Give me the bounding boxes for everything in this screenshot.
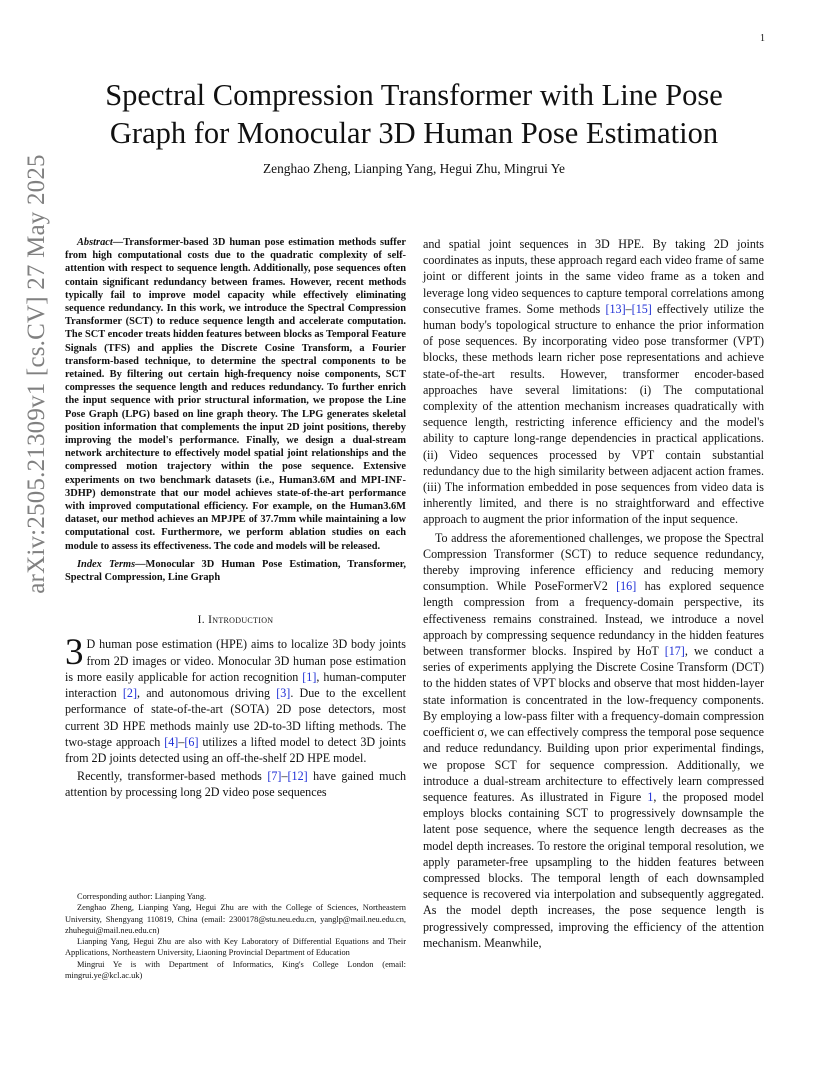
text-run: Recently, transformer-based methods (77, 769, 268, 784)
body-paragraph-1 (423, 236, 764, 528)
index-terms (65, 558, 406, 584)
text-run: . Due to the excellent performance of state-of-the-art (SOTA) 2D pose detectors, most current 3D HPE methods mainly use 2D-to-3D lifting methods. The two-stage approach (65, 686, 406, 749)
text-run: D human pose estimation (HPE) aims to localize 3D body joints from 2D images or video. Monocular 3D human pose estimation is more easily applicable for action recognition (65, 637, 406, 684)
footnote: Mingrui Ye is with Department of Informatics, King's College London (email: mingrui.ye@kcl.ac.uk) (65, 959, 406, 981)
footnote: Lianping Yang, Hegui Zhu are also with Key Laboratory of Differential Equations and Their Applications, Northeastern University, Liaoning Provincial Department of Education (65, 937, 406, 958)
paper-title (60, 76, 768, 152)
page-number: 1 (760, 33, 765, 44)
citation-link[interactable]: [17] (664, 644, 685, 659)
title-line-2: Graph for Monocular 3D Human Pose Estimation (109, 116, 719, 150)
citation-link[interactable]: [6] (184, 734, 199, 749)
index-terms-label: Index Terms (77, 558, 136, 570)
figure-reference-link[interactable]: 1 (647, 789, 654, 804)
text-run: have gained much attention by processing long 2D video pose sequences (65, 769, 406, 800)
index-terms-text: —Monocular 3D Human Pose Estimation, Transformer, Spectral Compression, Line Graph (65, 558, 406, 584)
citation-link[interactable]: [3] (276, 686, 291, 701)
left-column (65, 236, 406, 801)
footnotes (65, 891, 406, 981)
text-run: effectively utilize the human body's topological structure to enhance the prior information of pose sequences. By incorporating video pose transformer (VPT) blocks, these methods learn richer pose representations and achieve state-of-the-art results. However, transformer encoder-based approaches have several limitations: (i) The computational complexity of the attention mechanism increases quadratically with sequence length, restricting inference efficiency and the model's ability to capture long-range dependencies in practical applications. (ii) Video sequences processed by VPT contain substantial redundancy due to the high similarity between adjacent action frames. (iii) The information embedded in pose sequences from video data is inherently limited, and there is no straightforward and effective approach to augment the prior information of the input sequence. (423, 301, 764, 527)
text-run: – (625, 301, 632, 316)
arxiv-identifier-text: arXiv:2505.21309v1 [cs.CV] 27 May 2025 (23, 154, 50, 594)
text-run: , we conduct a series of experiments applying the Discrete Cosine Transform (DCT) to the hidden states of VPT blocks and observe that most hidden-layer state information is concentrated in the low-frequency components. By employing a low-pass filter with a frequency-domain compression coefficient σ, we can effectively compress the temporal pose sequence and reduce redundancy. Building upon prior experimental findings, we propose SCT for sequence compression. Additionally, we introduce a dual-stream architecture to effectively learn compressed sequence features. As illustrated in Figure (423, 644, 764, 804)
abstract-text: —Transformer-based 3D human pose estimation methods suffer from high computational costs due to the quadratic complexity of self-attention with respect to sequence length. Additionally, pose sequences often contain significant redundancy between frames. However, recent methods typically fail to improve model capacity while effectively eliminating sequence redundancy. In this work, we introduce the Spectral Compression Transformer (SCT) to reduce sequence length and accelerate computation. The SCT encoder treats hidden features between blocks as Temporal Feature Signals (TFS) and applies the Discrete Cosine Transform, a Fourier transform-based technique, to determine the spectral components to be retained. By filtering out certain high-frequency noise components, SCT compresses the sequence length and reduces redundancy. To further enrich the input sequence with prior structural information, we propose the Line Pose Graph (LPG) based on line graph theory. The LPG generates skeletal position information that complements the input 2D joint positions, thereby improving the model's performance. Finally, we design a dual-stream network architecture to effectively model spatial joint relationships and the compressed motion trajectory within the pose sequence. Extensive experiments on two benchmark datasets (i.e., Human3.6M and MPI-INF-3DHP) demonstrate that our model achieves state-of-the-art performance with improved computational efficiency. For example, on the Human3.6M dataset, our method achieves an MPJPE of 37.7mm while maintaining a low computational cost. Furthermore, we perform ablation studies on each module to assess its effectiveness. The code and models will be released. (65, 237, 406, 552)
text-run: , and autonomous driving (137, 686, 277, 701)
text-run: – (178, 734, 185, 749)
body-paragraph-2 (423, 530, 764, 951)
text-run: , human-computer interaction (65, 669, 406, 701)
citation-link[interactable]: [7] (267, 769, 282, 784)
author-list: Zenghao Zheng, Lianping Yang, Hegui Zhu, Mingrui Ye (262, 161, 565, 176)
text-run: utilizes a lifted model to detect 3D joints from 2D joints detected using an off-the-shelf 2D HPE model. (65, 734, 406, 765)
footnote: Corresponding author: Lianping Yang. (77, 892, 207, 901)
citation-link[interactable]: [2] (122, 686, 137, 701)
citation-link[interactable]: [12] (287, 769, 308, 784)
footnote: Zenghao Zheng, Lianping Yang, Hegui Zhu are with the College of Sciences, Northeastern University, Shengyang 110819, China (email: 2300178@stu.neu.edu.cn, yanglp@mail.neu.edu.cn, zhuhegui@mail.neu.edu.cn) (65, 903, 406, 935)
citation-link[interactable]: [15] (631, 301, 652, 316)
citation-link[interactable]: [16] (616, 579, 637, 594)
text-run: – (281, 769, 288, 784)
citation-link[interactable]: [4] (164, 734, 179, 749)
text-run: To address the aforementioned challenges, we propose the Spectral Compression Transformer (SCT) to reduce sequence redundancy, thereby improving inference efficiency and reducing memory consumption. While PoseFormerV2 (423, 530, 764, 594)
abstract-label: Abstract (77, 237, 113, 248)
abstract (65, 236, 406, 553)
citation-link[interactable]: [13] (605, 301, 626, 316)
text-run: , the proposed model employs blocks containing SCT to progressively downsample the latent pose sequence, where the sequence length decreases as the model depth increases. To restore the original temporal resolution, we apply parameter-free upsampling to the hidden features between compressed blocks. The temporal length of each downsampled sequence is recovered via interpolation and subsequently aggregated. As the model depth increases, the pose sequence length is progressively compressed, improving the efficiency of the attention mechanism. Meanwhile, (423, 789, 765, 950)
text-run: and spatial joint sequences in 3D HPE. By taking 2D joints coordinates as inputs, these approach regard each video frame of same joint or different joints in the same video frame as a token and leverage long video sequences to capture temporal correlations among consecutive frames. Some methods (423, 237, 764, 316)
arxiv-identifier-stamp (13, 154, 61, 594)
section-number: I. (197, 614, 209, 627)
right-column (423, 236, 764, 951)
drop-cap: 3 (65, 632, 84, 674)
title-line-1: Spectral Compression Transformer with Line Pose (105, 78, 723, 112)
text-run: has explored sequence length compression from a frequency-domain perspective, its effectiveness remains constrained. Instead, we introduce a novel approach by compressing sequence redundancy in the hidden features between transformer blocks. Inspired by HoT (423, 579, 764, 659)
intro-paragraph-2 (65, 768, 406, 800)
section-heading-introduction (65, 612, 406, 628)
section-title: Introduction (208, 614, 274, 627)
intro-paragraph-1 (65, 632, 406, 766)
citation-link[interactable]: [1] (302, 669, 317, 684)
